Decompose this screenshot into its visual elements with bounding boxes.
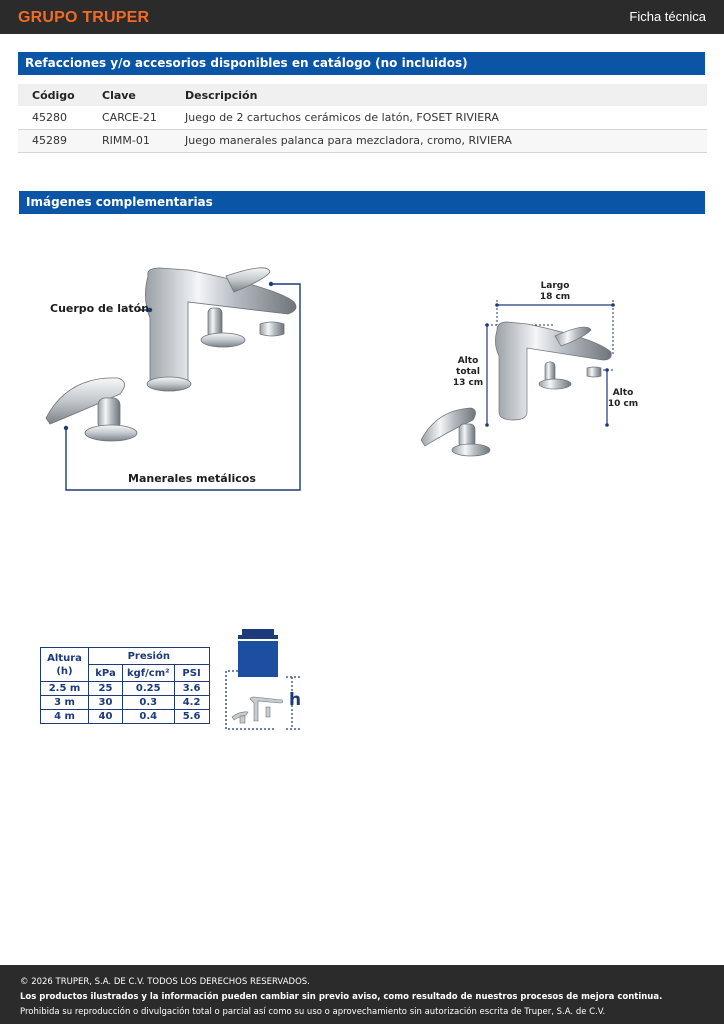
dim-alto-value: 10 cm	[607, 399, 639, 409]
dim-alto-title: Alto	[612, 388, 634, 398]
cell-clave: CARCE-21	[88, 106, 171, 129]
faucet-callout-illustration	[38, 258, 308, 498]
label-manerales: Manerales metálicos	[128, 472, 256, 485]
dim-alto-total-value: 13 cm	[452, 378, 484, 388]
cell-kgf: 0.4	[123, 710, 175, 724]
cell-h: 4 m	[41, 710, 89, 724]
pressure-height-unit: (h)	[56, 665, 73, 677]
dim-largo-value: 18 cm	[539, 292, 571, 302]
doc-type: Ficha técnica	[629, 9, 706, 24]
table-header-row	[18, 84, 707, 106]
dim-largo	[535, 281, 575, 303]
cell-kgf: 0.3	[123, 696, 175, 710]
parts-section-title: Refacciones y/o accesorios disponibles en catálogo (no incluidos)	[18, 52, 705, 75]
dim-alto-total-title-1: Alto	[457, 356, 479, 366]
cell-psi: 3.6	[174, 682, 209, 696]
height-h-label: h	[289, 690, 302, 710]
table-row	[18, 129, 707, 152]
cell-kgf: 0.25	[123, 682, 175, 696]
col-codigo: Código	[18, 84, 88, 106]
table-row	[41, 696, 210, 710]
dim-alto-total-title-2: total	[456, 367, 480, 377]
col-descripcion: Descripción	[171, 84, 707, 106]
pressure-height-label: Altura	[47, 652, 82, 664]
unit-kpa: kPa	[89, 665, 123, 682]
cell-descripcion: Juego de 2 cartuchos cerámicos de latón, FOSET RIVIERA	[171, 106, 707, 129]
unit-psi: PSI	[174, 665, 209, 682]
cell-kpa: 25	[89, 682, 123, 696]
footer	[0, 965, 724, 1024]
table-row	[41, 682, 210, 696]
cell-psi: 5.6	[174, 710, 209, 724]
cell-kpa: 40	[89, 710, 123, 724]
cell-codigo: 45289	[18, 129, 88, 152]
cell-clave: RIMM-01	[88, 129, 171, 152]
table-row	[18, 106, 707, 129]
cell-h: 2.5 m	[41, 682, 89, 696]
pressure-table	[40, 647, 210, 724]
cell-psi: 4.2	[174, 696, 209, 710]
pressure-header: Presión	[89, 648, 210, 665]
footer-notice: Los productos ilustrados y la información pueden cambiar sin previo aviso, como resultado de nuestros procesos de mejora continua.	[20, 992, 663, 1002]
cell-h: 3 m	[41, 696, 89, 710]
brand-logo: GRUPO TRUPER	[18, 9, 150, 26]
col-clave: Clave	[88, 84, 171, 106]
water-tank-diagram	[222, 625, 310, 735]
cell-codigo: 45280	[18, 106, 88, 129]
footer-copyright: © 2026 TRUPER, S.A. DE C.V. TODOS LOS DERECHOS RESERVADOS.	[20, 977, 310, 987]
dim-largo-title: Largo	[540, 281, 570, 291]
pressure-height-header	[41, 648, 89, 682]
top-bar	[0, 0, 724, 34]
table-row	[41, 710, 210, 724]
cell-kpa: 30	[89, 696, 123, 710]
cell-descripcion: Juego manerales palanca para mezcladora, cromo, RIVIERA	[171, 129, 707, 152]
label-cuerpo-laton: Cuerpo de latón	[50, 302, 150, 315]
dim-alto-total	[448, 356, 488, 389]
dim-alto	[603, 388, 643, 410]
footer-legal: Prohibida su reproducción o divulgación total o parcial así como su uso o aprovechamiento sin autorización escrita de Truper, S.A. de C.V.	[20, 1007, 606, 1017]
images-section-title: Imágenes complementarias	[19, 191, 705, 214]
parts-table	[18, 84, 707, 153]
unit-kgf: kgf/cm²	[123, 665, 175, 682]
